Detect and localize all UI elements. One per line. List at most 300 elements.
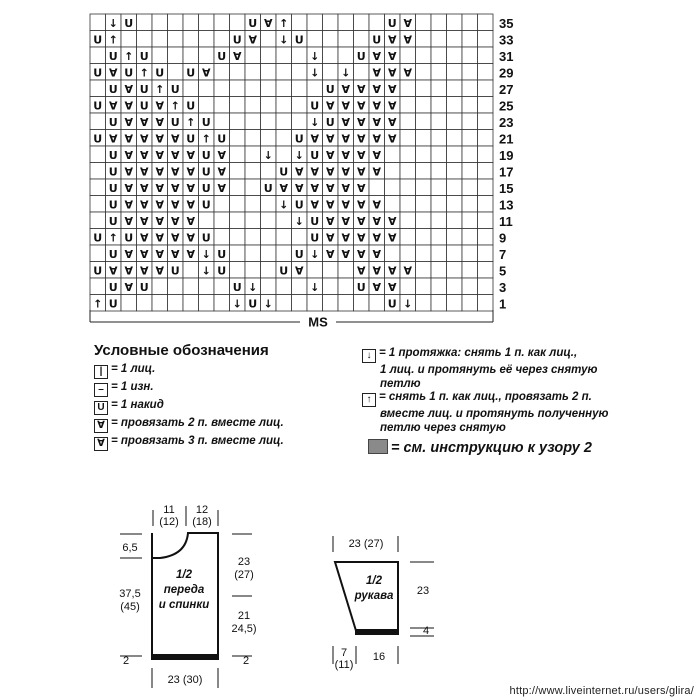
chart-symbol-k2: ∀ — [372, 99, 382, 113]
chart-cell — [292, 47, 308, 64]
chart-symbol-U: U — [310, 148, 320, 162]
chart-symbol-k2: ∀ — [108, 66, 118, 80]
chart-symbol-k2: ∀ — [403, 33, 413, 47]
chart-cell — [276, 229, 292, 246]
chart-symbol-k2: ∀ — [403, 66, 413, 80]
chart-symbol-U: U — [108, 181, 118, 195]
chart-cell — [183, 262, 199, 279]
chart-cell — [168, 64, 184, 81]
chart-symbol-k2: ∀ — [387, 82, 397, 96]
chart-symbol-k2: ∀ — [155, 247, 165, 261]
chart-cell — [230, 196, 246, 213]
arrow-up-symbol-icon: ↑ — [362, 393, 376, 407]
chart-symbol-U: U — [139, 99, 149, 113]
chart-symbol-gray-arrow-up: ↑ — [93, 297, 103, 311]
chart-cell — [385, 146, 401, 163]
chart-symbol-U: U — [232, 33, 242, 47]
chart-cell — [400, 245, 416, 262]
chart-cell — [478, 31, 494, 48]
chart-symbol-k2: ∀ — [139, 115, 149, 129]
front-label-line1: 1/2 — [176, 569, 192, 581]
chart-symbol-arrow-down: ↓ — [341, 66, 351, 80]
chart-symbol-k2: ∀ — [139, 198, 149, 212]
chart-symbol-k2: ∀ — [356, 115, 366, 129]
chart-symbol-k2: ∀ — [356, 99, 366, 113]
chart-cell — [462, 64, 478, 81]
chart-symbol-U: U — [263, 181, 273, 195]
chart-symbol-U: U — [186, 132, 196, 146]
chart-symbol-k2: ∀ — [217, 181, 227, 195]
front-right-bottom-dim: 2 — [242, 655, 250, 667]
chart-cell — [199, 212, 215, 229]
chart-cell — [245, 64, 261, 81]
chart-symbol-k2: ∀ — [170, 181, 180, 195]
front-outline — [152, 533, 218, 659]
chart-symbol-k2: ∀ — [155, 264, 165, 278]
chart-symbol-k2: ∀ — [139, 132, 149, 146]
chart-cell — [416, 113, 432, 130]
chart-cell — [121, 31, 137, 48]
chart-cell — [90, 47, 106, 64]
chart-symbol-k2: ∀ — [372, 66, 382, 80]
chart-cell — [447, 80, 463, 97]
chart-symbol-k3: ∀ — [263, 16, 273, 30]
chart-symbol-k2: ∀ — [186, 214, 196, 228]
chart-cell — [276, 80, 292, 97]
chart-symbol-U: U — [124, 16, 134, 30]
chart-cell — [478, 179, 494, 196]
chart-cell — [90, 163, 106, 180]
chart-symbol-k2: ∀ — [124, 115, 134, 129]
front-top-right-sub: (18) — [192, 516, 212, 528]
sleeve-bottom-left-sub: (11) — [334, 659, 354, 671]
chart-symbol-k2: ∀ — [341, 214, 351, 228]
chart-cell — [462, 212, 478, 229]
chart-cell — [168, 295, 184, 312]
chart-cell — [214, 80, 230, 97]
chart-symbol-k2: ∀ — [232, 49, 242, 63]
chart-cell — [447, 295, 463, 312]
chart-cell — [400, 212, 416, 229]
chart-cell — [447, 229, 463, 246]
chart-symbol-U: U — [201, 148, 211, 162]
chart-symbol-k2: ∀ — [356, 181, 366, 195]
chart-symbol-arrow-down: ↓ — [232, 297, 242, 311]
chart-cell — [447, 113, 463, 130]
chart-cell — [462, 179, 478, 196]
chart-symbol-U: U — [124, 66, 134, 80]
chart-symbol-k2: ∀ — [124, 214, 134, 228]
front-bottom-dim: 23 (30) — [167, 674, 203, 686]
ms-label: MS — [308, 314, 328, 330]
chart-symbol-arrow-down: ↓ — [310, 66, 320, 80]
chart-symbol-k2: ∀ — [387, 264, 397, 278]
front-left-bottom-dim: 2 — [122, 655, 130, 667]
chart-cell — [137, 14, 153, 31]
chart-symbol-arrow-down: ↓ — [201, 264, 211, 278]
row-number: 35 — [499, 15, 514, 31]
chart-cell — [338, 295, 354, 312]
chart-cell — [400, 146, 416, 163]
chart-symbol-k2: ∀ — [201, 66, 211, 80]
chart-cell — [462, 14, 478, 31]
chart-symbol-U: U — [124, 231, 134, 245]
chart-cell — [400, 113, 416, 130]
chart-symbol-U: U — [356, 49, 366, 63]
legend-k3tog-text: = провязать 3 п. вместе лиц. — [111, 435, 284, 447]
chart-symbol-k2: ∀ — [372, 82, 382, 96]
chart-symbol-U: U — [108, 280, 118, 294]
chart-symbol-U: U — [93, 264, 103, 278]
chart-cell — [230, 97, 246, 114]
chart-symbol-k2: ∀ — [124, 132, 134, 146]
chart-cell — [447, 262, 463, 279]
chart-symbol-k2: ∀ — [372, 165, 382, 179]
chart-cell — [447, 130, 463, 147]
chart-symbol-k2: ∀ — [387, 66, 397, 80]
chart-cell — [152, 295, 168, 312]
chart-symbol-k2: ∀ — [155, 132, 165, 146]
chart-cell — [416, 146, 432, 163]
chart-symbol-k2: ∀ — [310, 181, 320, 195]
chart-cell — [416, 229, 432, 246]
chart-cell — [431, 113, 447, 130]
chart-cell — [276, 97, 292, 114]
chart-cell — [431, 97, 447, 114]
chart-cell — [478, 278, 494, 295]
chart-cell — [214, 295, 230, 312]
chart-symbol-k2: ∀ — [217, 165, 227, 179]
chart-symbol-k2: ∀ — [372, 214, 382, 228]
chart-cell — [462, 146, 478, 163]
chart-cell — [369, 14, 385, 31]
arrow-down-symbol-icon: ↓ — [362, 349, 376, 363]
legend-purl-text: = 1 изн. — [111, 381, 154, 393]
chart-cell — [230, 179, 246, 196]
chart-symbol-k2: ∀ — [310, 132, 320, 146]
chart-symbol-k2: ∀ — [108, 99, 118, 113]
chart-symbol-k2: ∀ — [170, 231, 180, 245]
chart-cell — [400, 47, 416, 64]
chart-cell — [199, 278, 215, 295]
chart-cell — [214, 64, 230, 81]
chart-symbol-U: U — [139, 49, 149, 63]
chart-cell — [230, 130, 246, 147]
chart-symbol-U: U — [170, 115, 180, 129]
chart-symbol-k2: ∀ — [325, 132, 335, 146]
chart-cell — [354, 64, 370, 81]
legend-ssk — [362, 346, 662, 391]
chart-cell — [354, 14, 370, 31]
chart-symbol-k2: ∀ — [310, 198, 320, 212]
chart-symbol-k2: ∀ — [186, 165, 196, 179]
chart-symbol-U: U — [170, 264, 180, 278]
chart-symbol-k2: ∀ — [372, 115, 382, 129]
chart-symbol-U: U — [279, 264, 289, 278]
chart-cell — [447, 278, 463, 295]
chart-cell — [462, 97, 478, 114]
chart-cell — [400, 97, 416, 114]
chart-symbol-arrow-down: ↓ — [310, 247, 320, 261]
chart-cell — [478, 64, 494, 81]
chart-symbol-U: U — [356, 280, 366, 294]
chart-cell — [183, 14, 199, 31]
chart-symbol-U: U — [186, 66, 196, 80]
chart-cell — [90, 80, 106, 97]
chart-symbol-U: U — [108, 148, 118, 162]
chart-symbol-U: U — [93, 66, 103, 80]
chart-symbol-k2: ∀ — [325, 165, 335, 179]
sleeve-bottom-right-dim: 16 — [372, 651, 386, 663]
chart-cell — [292, 14, 308, 31]
chart-cell — [416, 31, 432, 48]
chart-cell — [462, 31, 478, 48]
chart-cell — [447, 179, 463, 196]
chart-symbol-k2: ∀ — [139, 247, 149, 261]
chart-cell — [307, 295, 323, 312]
chart-cell — [261, 212, 277, 229]
legend-sk2p-line3: петлю через снятую — [380, 422, 506, 434]
legend-knit-text: = 1 лиц. — [111, 363, 156, 375]
chart-symbol-k2: ∀ — [155, 165, 165, 179]
chart-symbol-k2: ∀ — [124, 165, 134, 179]
chart-symbol-k2: ∀ — [294, 165, 304, 179]
chart-symbol-k2: ∀ — [387, 115, 397, 129]
chart-cell — [431, 47, 447, 64]
chart-cell — [245, 245, 261, 262]
chart-symbol-k2: ∀ — [372, 231, 382, 245]
chart-cell — [385, 179, 401, 196]
row-number: 7 — [499, 246, 507, 262]
row-number: 9 — [499, 230, 507, 246]
chart-symbol-k2: ∀ — [170, 165, 180, 179]
chart-cell — [447, 47, 463, 64]
chart-cell — [431, 278, 447, 295]
row-number: 25 — [499, 98, 514, 114]
chart-symbol-k2: ∀ — [387, 49, 397, 63]
row-number: 27 — [499, 81, 514, 97]
chart-symbol-k2: ∀ — [310, 165, 320, 179]
chart-cell — [462, 278, 478, 295]
ms-bracket — [90, 310, 493, 330]
chart-cell — [447, 97, 463, 114]
chart-cell — [90, 212, 106, 229]
chart-symbol-U: U — [139, 82, 149, 96]
chart-cell — [447, 14, 463, 31]
chart-cell — [478, 262, 494, 279]
chart-cell — [214, 31, 230, 48]
chart-cell — [199, 295, 215, 312]
chart-cell — [431, 179, 447, 196]
chart-cell — [478, 245, 494, 262]
yarnover-symbol-icon: U — [94, 401, 108, 415]
row-number: 33 — [499, 32, 514, 48]
chart-symbol-arrow-up: ↑ — [186, 115, 196, 129]
chart-cell — [245, 130, 261, 147]
chart-cell — [462, 130, 478, 147]
chart-symbol-arrow-down: ↓ — [310, 280, 320, 294]
chart-symbol-k2: ∀ — [325, 198, 335, 212]
chart-cell — [90, 14, 106, 31]
chart-symbol-U: U — [155, 66, 165, 80]
chart-cell — [230, 262, 246, 279]
chart-symbol-k2: ∀ — [139, 214, 149, 228]
chart-cell — [245, 47, 261, 64]
chart-symbol-U: U — [108, 297, 118, 311]
legend-yarnover — [94, 398, 164, 415]
row-number: 21 — [499, 131, 514, 147]
chart-cell — [447, 245, 463, 262]
chart-cell — [478, 14, 494, 31]
chart-symbol-arrow-down: ↓ — [108, 16, 118, 30]
row-number: 31 — [499, 48, 514, 64]
chart-symbol-U: U — [248, 297, 258, 311]
chart-cell — [400, 179, 416, 196]
chart-cell — [183, 295, 199, 312]
chart-cell — [447, 212, 463, 229]
chart-cell — [168, 47, 184, 64]
chart-symbol-U: U — [108, 82, 118, 96]
chart-symbol-arrow-up: ↑ — [108, 33, 118, 47]
chart-cell — [307, 14, 323, 31]
chart-cell — [90, 113, 106, 130]
chart-symbol-k2: ∀ — [341, 247, 351, 261]
chart-cell — [276, 278, 292, 295]
front-top-left-dim: 11 — [163, 504, 175, 516]
front-back-schematic — [119, 504, 256, 688]
chart-cell — [261, 229, 277, 246]
chart-cell — [90, 278, 106, 295]
chart-cell — [245, 146, 261, 163]
chart-symbol-k2: ∀ — [372, 247, 382, 261]
chart-cell — [400, 229, 416, 246]
chart-symbol-U: U — [108, 247, 118, 261]
chart-symbol-U: U — [217, 49, 227, 63]
chart-cell — [338, 14, 354, 31]
chart-cell — [152, 14, 168, 31]
chart-symbol-arrow-up: ↑ — [139, 66, 149, 80]
chart-cell — [478, 229, 494, 246]
chart-symbol-arrow-down: ↓ — [294, 214, 304, 228]
chart-cell — [199, 80, 215, 97]
chart-symbol-k2: ∀ — [186, 148, 196, 162]
chart-symbol-U: U — [372, 33, 382, 47]
chart-cell — [416, 262, 432, 279]
chart-cell — [214, 97, 230, 114]
chart-symbol-k2: ∀ — [325, 247, 335, 261]
chart-cell — [230, 14, 246, 31]
chart-cell — [137, 31, 153, 48]
chart-cell — [416, 14, 432, 31]
chart-cell — [478, 97, 494, 114]
chart-cell — [183, 278, 199, 295]
chart-cell — [431, 130, 447, 147]
chart-symbol-k2: ∀ — [108, 132, 118, 146]
chart-symbol-U: U — [387, 297, 397, 311]
chart-cell — [400, 278, 416, 295]
chart-symbol-k2: ∀ — [325, 148, 335, 162]
chart-cell — [261, 196, 277, 213]
row-number: 23 — [499, 114, 514, 130]
chart-cell — [323, 14, 339, 31]
k2tog-symbol-icon: ∀ — [94, 419, 108, 433]
chart-cell — [478, 212, 494, 229]
chart-symbol-k2: ∀ — [341, 115, 351, 129]
chart-cell — [323, 47, 339, 64]
chart-symbol-k3: ∀ — [403, 16, 413, 30]
chart-symbol-k2: ∀ — [356, 82, 366, 96]
chart-symbol-U: U — [201, 181, 211, 195]
chart-cell — [431, 229, 447, 246]
chart-symbol-U: U — [93, 132, 103, 146]
chart-cell — [416, 179, 432, 196]
chart-symbol-k2: ∀ — [124, 148, 134, 162]
chart-symbol-k2: ∀ — [387, 132, 397, 146]
chart-symbol-k2: ∀ — [248, 33, 258, 47]
chart-cell — [230, 113, 246, 130]
chart-symbol-U: U — [310, 99, 320, 113]
chart-cell — [168, 14, 184, 31]
chart-cell — [462, 163, 478, 180]
chart-symbol-U: U — [170, 82, 180, 96]
chart-cell — [292, 113, 308, 130]
chart-symbol-k2: ∀ — [139, 231, 149, 245]
chart-cell — [199, 47, 215, 64]
chart-cell — [199, 97, 215, 114]
row-number: 1 — [499, 296, 507, 312]
chart-symbol-k2: ∀ — [294, 264, 304, 278]
chart-cell — [416, 196, 432, 213]
chart-cell — [307, 262, 323, 279]
front-right-top-sub: (27) — [234, 569, 254, 581]
chart-cell — [447, 146, 463, 163]
chart-cell — [137, 295, 153, 312]
gray-square-icon — [368, 439, 388, 454]
chart-symbol-k2: ∀ — [341, 181, 351, 195]
chart-symbol-U: U — [248, 16, 258, 30]
chart-symbol-k2: ∀ — [372, 198, 382, 212]
row-number: 3 — [499, 279, 507, 295]
chart-cell — [462, 295, 478, 312]
chart-symbol-k2: ∀ — [217, 148, 227, 162]
chart-cell — [478, 80, 494, 97]
legend-sk2p-line2: вместе лиц. и протянуть полученную — [380, 408, 609, 420]
front-left-top-dim: 6,5 — [122, 542, 138, 554]
chart-cell — [307, 31, 323, 48]
chart-cell — [292, 80, 308, 97]
chart-symbol-k2: ∀ — [108, 264, 118, 278]
chart-cell — [276, 212, 292, 229]
chart-cell — [338, 31, 354, 48]
chart-cell — [261, 64, 277, 81]
chart-cell — [478, 130, 494, 147]
sleeve-top-dim: 23 (27) — [348, 538, 384, 550]
chart-cell — [152, 31, 168, 48]
chart-cell — [369, 295, 385, 312]
chart-cell — [338, 262, 354, 279]
chart-symbol-k2: ∀ — [170, 214, 180, 228]
chart-symbol-k2: ∀ — [341, 231, 351, 245]
chart-symbol-arrow-down: ↓ — [310, 115, 320, 129]
chart-symbol-U: U — [294, 198, 304, 212]
front-rib-band — [152, 654, 218, 660]
chart-symbol-k2: ∀ — [356, 132, 366, 146]
chart-symbol-U: U — [217, 132, 227, 146]
sleeve-right-bottom-dim: 4 — [422, 625, 430, 637]
chart-symbol-U: U — [93, 33, 103, 47]
chart-symbol-k2: ∀ — [155, 148, 165, 162]
chart-cell — [447, 64, 463, 81]
